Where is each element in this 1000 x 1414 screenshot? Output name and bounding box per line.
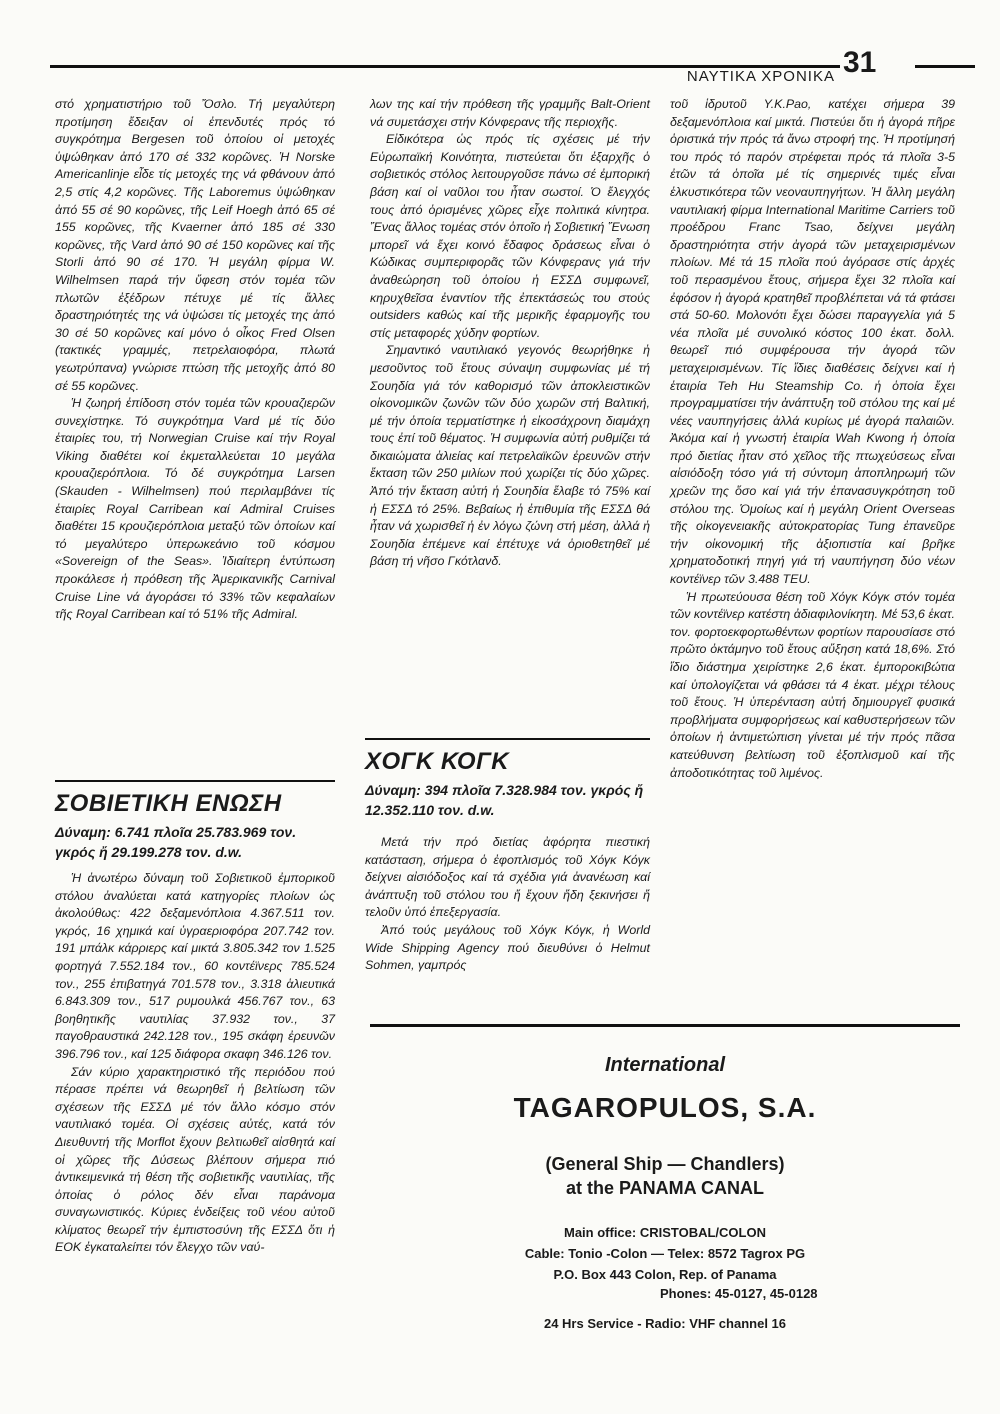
ad-services: (General Ship — Chandlers)	[545, 1154, 785, 1174]
ad-po-box: P.O. Box 443 Colon, Rep. of Panama	[553, 1267, 777, 1282]
paragraph: τοῦ ἱδρυτοῦ Υ.Κ.Pao, κατέχει σήμερα 39 δεξαμενόπλοια καί μικτά. Πιστεύει ὅτι ἡ ἀγορά πῆρε ὁριστικά τήν πρός τά ἄνω στροφή της. Ἡ προτίμησή του πρός τό παρόν στρέφεται πρός τά πλοῖα 3-5 ἐτῶν τά ὁποῖα μέ τίς σημερινές τιμές εἶναι ἑλκυστικότερα τῶν νεοναυπηγήτων. Ἡ ἄλλη μεγάλη ναυτιλιακή φίρμα International Maritime Carriers τοῦ προέδρου Franc Tsao, δείχνει μεγάλη δραστηριότητα στήν ἀγορά τῶν μεταχειρισμένων πλοίων. Μέ τά 15 πλοῖα πού ἀγόρασε στίς ἀρχές τοῦ περασμένου ἔτους, σήμερα ἔχει 32 πλοῖα καί ἐφόσον ἡ ἀγορά κρατηθεῖ προβλέπεται νά τά φτάσει στά 50-60. Μολονότι ἔχει δώσει παραγγελία γιά 5 νέα πλοῖα μέ συνολικό κόστος 100 ἑκατ. δολλ. θεωρεῖ πιό συμφέρουσα τήν ἀγορά τῶν μεταχειρισμένων. Τίς ἴδιες διαθέσεις δείχνει καί ἡ ἑταιρία Teh Hu Steamship Co. ἡ ὁποία ἔχει προγραμματίσει τήν ἀνάπτυξη τοῦ στόλου της καί μέ νέες ναυπηγήσεις ἀλλά κυρίως μέ ἀγορά παλαιῶν. Ἀκόμα καί ἡ γνωστή ἑταιρία Wah Kwong ἡ ὁποία πρό διετίας ἦταν στό χεῖλος τῆς πτωχεύσεως εἶναι αἰσιόδοξη τόσο γιά τή σύντομη ἀποπληρωμή τῶν χρεῶν της ὅσο καί γιά τήν ἐπανασυγκρότηση τοῦ στόλου της. Ὁμοίως καί ἡ μεγάλη Orient Overseas τῆς οἰκογενειακῆς αὐτοκρατορίας Tung ἐπανεῦρε τήν οἰκονομική τῆς ἀξιοπιστία καί βρῆκε χρηματοδοτική πηγή γιά τή ναυπήγηση δύο νέων κοντέϊνερ τῶν 3.488 TEU.	[670, 97, 955, 587]
paragraph: Ἀπό τούς μεγάλους τοῦ Χόγκ Κόγκ, ἡ World Wide Shipping Agency πού διευθύνει ὁ Helmut Sohmen, γαμπρός	[365, 922, 650, 973]
page-number: 31	[843, 46, 877, 79]
column-3	[670, 96, 955, 782]
paragraph: Εἰδικότερα ὡς πρός τίς σχέσεις μέ τήν Εὐρωπαϊκή Κοινότητα, πιστεύεται ὅτι ἐξαρχῆς ὁ σοβιετικός στόλος λειτουργοῦσε πάνω σέ ἐμπορική βάση καί οἱ ναῦλοι του ἦταν σωστοί. Ὁ ἔλεγχός τους ἀπό ὁρισμένες χῶρες εἶχε πολιτικά κίνητρα. Ἕνας ἄλλος τομέας στόν ὁποῖο ἡ Σοβιετική Ἕνωση μπορεῖ νά ἔχει κοινό ἔδαφος δράσεως εἶναι ὁ Κώδικας συμπεριφορᾶς τῶν Κόνφερανς γιά τήν ἀναθεώρηση τοῦ ὁποίου ἡ ΕΣΣΔ συμφωνεῖ, κηρυχθεῖσα ἐναντίον τῆς ἐπεκτάσεώς του στούς outsiders καθώς καί τῆς μερικῆς ἐφαρμογῆς του στίς μεταφορές χύδην φορτίων.	[370, 132, 650, 340]
section-soviet-union	[55, 780, 335, 1257]
magazine-title: ΝΑΥΤΙΚΑ ΧΡΟΝΙΚΑ	[686, 68, 835, 85]
ad-phones: Phones: 45-0127, 45-0128	[660, 1286, 818, 1301]
column-2	[370, 96, 650, 571]
page-header	[50, 40, 975, 90]
section-hong-kong	[365, 738, 650, 975]
advertisement-tagaropulos	[370, 1024, 960, 1384]
ad-company-name: TAGAROPULOS, S.A.	[513, 1092, 817, 1123]
paragraph: στό χρηματιστήριο τοῦ Ὄσλο. Τή μεγαλύτερη προτίμηση ἔδειξαν οἱ ἐπενδυτές πρός τό συγκρότημα Bergesen τοῦ ὁποίου οἱ μετοχές ὑψώθηκαν ἀπό 170 σέ 332 κορῶνες. Ἡ Norske Americanlinje εἶδε τίς μετοχές της νά φθάνουν ἀπό 2,5 στίς 4,2 κορῶνες. Τῆς Laboremus ὑψώθηκαν ἀπό 55 σέ 90 κορῶνες, τῆς Leif Hoegh ἀπό 65 σέ 155 κορῶνες, τῆς Kvaerner ἀπό 185 σέ 330 κορῶνες, τῆς Vard ἀπό 90 σέ 150 κορῶνες καί τῆς Storli ἀπό 90 σέ 170. Ἡ μεγάλη φίρμα W. Wilhelmsen παρά τήν ὕφεση στόν τομέα τῶν πλωτῶν ἐξέδρων πέτυχε μέ τίς ἄλλες δραστηριότητές της νά ὑψώσει τίς μετοχές της ἀπό 30 σέ 50 κορῶνες καί μόνο ὁ οἶκος Fred Olsen (τακτικές γραμμές, πετρελαιοφόρα, πλωτά γεωτρύπανα) γνώρισε πτώση τῆς μετοχῆς ἀπό 80 σέ 55 κορῶνες.	[55, 97, 335, 393]
ad-rule	[370, 1024, 960, 1027]
fleet-stats: Δύναμη: 6.741 πλοῖα 25.783.969 τον. γκρός ἤ 29.199.278 τον. d.w.	[55, 824, 297, 860]
column-1	[55, 96, 335, 624]
section-title: ΧΟΓΚ ΚΟΓΚ	[365, 748, 510, 775]
ad-main-office: Main office: CRISTOBAL/COLON	[564, 1225, 766, 1240]
ad-cable-telex: Cable: Tonio -Colon — Telex: 8572 Tagrox PG	[524, 1246, 806, 1261]
ad-contact	[370, 1222, 960, 1285]
ad-line-international: International	[604, 1054, 725, 1076]
paragraph: Μετά τήν πρό διετίας ἀφόρητα πιεστική κατάσταση, σήμερα ὁ ἐφοπλισμός τοῦ Χόγκ Κόγκ δείχνει αἰσιόδοξος καί τά σχέδια γιά ἀνανέωση καί ἀνάπτυξη τοῦ στόλου του ἤ ἔχουν ἤδη ξεκινήσει ἤ τελοῦν ὑπό ἐπεξεργασία.	[365, 835, 650, 920]
paragraph: Σάν κύριο χαρακτηριστικό τῆς περιόδου πού πέρασε πρέπει νά θεωρηθεῖ ἡ βελτίωση τῶν σχέσεων τῆς ΕΣΣΔ μέ τόν ἄλλο κόσμο στόν ναυτιλιακό τομέα. Οἱ σχέσεις αὐτές, κατά τόν Διευθυντή τῆς Morflot ἔχουν βελτιωθεῖ αἰσθητά καί οἱ χῶρες τῆς Δύσεως βλέπουν σήμερα πιό ἀντικειμενικά τή θέση τῆς σοβιετικῆς ναυτιλίας, τῆς ὁποίας ὁ ρόλος δέν εἶναι παράνομα συναγωνιστικός. Κύριες ἐνδείξεις τοῦ νέου αὐτοῦ κλίματος θεωρεῖ τήν ἐμπιστοσύνη τῆς ΕΣΣΔ ὅτι ἡ ΕΟΚ ἐγκαταλείπει τόν ἔλεγχο τῶν ναύ-	[55, 1064, 335, 1255]
section-rule	[55, 780, 335, 782]
ad-location: at the PANAMA CANAL	[566, 1178, 764, 1198]
paragraph: Ἡ πρωτεύουσα θέση τοῦ Χόγκ Κόγκ στόν τομέα τῶν κοντέϊνερ κατέστη ἀδιαφιλονίκητη. Μέ 53,6 ἑκατ. τον. φορτοεκφορτωθέντων φορτίων παρουσίασε στό πρῶτο ὀκτάμηνο τοῦ ἔτους αὔξηση κατά 18,6%. Στό ἴδιο διάστημα χειρίστηκε 2,6 ἑκατ. ἐμποροκιβώτια καί ὑπολογίζεται νά φθάσει τά 4 ἑκατ. μέχρι τέλους τοῦ ἔτους. Ἡ ὑπερένταση αὐτή δημιουργεῖ φυσικά προβλήματα συμφορήσεως καί καθυστερήσεων τῶν ὁποίων ἡ ἀντιμετώπιση γίνεται μέ τήν πρός πᾶσα κατεύθυνση βελτίωση τοῦ ἐξοπλισμοῦ καί τῆς ἀποδοτικότητας τοῦ λιμένος.	[670, 589, 955, 780]
paragraph: λων της καί τήν πρόθεση τῆς γραμμῆς Balt-Orient νά συμετάσχει στήν Κόνφερανς τῆς περιοχῆς.	[370, 97, 650, 129]
header-rule-right	[915, 65, 975, 68]
paragraph: Σημαντικό ναυτιλιακό γεγονός θεωρήθηκε ἡ μεσοῦντος τοῦ ἔτους σύναψη συμφωνίας μέ τή Σουηδία γιά τόν καθορισμό τῶν ἀποκλειστικῶν οἰκονομικῶν ζωνῶν τῶν δύο χωρῶν στή Βαλτική, μέ τήν ὁποία τερματίστηκε ἡ εἰκοσάχρονη διαμάχη τους ἐπί τοῦ θέματος. Ἡ συμφωνία αὐτή ρυθμίζει τά δικαιώματα ἁλιείας καί πετρελαϊκῶν ἐρευνῶν στήν ἔκταση τῶν 250 μιλίων πού χωρίζει τίς δύο χῶρες. Ἀπό τήν ἔκταση αὐτή ἡ Σουηδία ἔλαβε τό 75% καί ἡ ΕΣΣΔ τό 25%. Βεβαίως ἡ ἐπιθυμία τῆς ΕΣΣΔ θά ἦταν νά χωρισθεῖ ἡ ἐν λόγω ζώνη στή μέση, ἀλλά ἡ Σουηδία ἐπέμενε καί ἐπέτυχε νά ὁριοθετηθεῖ μέ βάση τή νῆσο Γκότλανδ.	[370, 343, 650, 569]
fleet-stats: Δύναμη: 394 πλοῖα 7.328.984 τον. γκρός ἤ 12.352.110 τον. d.w.	[365, 782, 644, 818]
section-rule	[365, 738, 650, 740]
paragraph: Ἡ ζωηρή ἐπίδοση στόν τομέα τῶν κρουαζιερῶν συνεχίστηκε. Τό συγκρότημα Vard μέ τίς δύο ἑταιρίες του, τή Norwegian Cruise καί τήν Royal Viking διαθέτει κοί ἐκμεταλλεύεται 10 μεγάλα κρουαζιερόπλοια. Τό δέ συγκρότημα Larsen (Skauden - Wilhelmsen) πού περιλαμβάνει τίς ἑταιρίες Royal Carribean καί Admiral Cruises διαθέτει 15 κρουζιερόπλοια μεταξύ τῶν ὁποίων καί τό μεγαλύτερο ὑπερωκεάνιο τοῦ κόσμου «Sovereign of the Seas». Ἰδιαίτερη ἐντύπωση προκάλεσε ἡ πρόθεση τῆς Ἀμερικανικῆς Carnival Cruise Line νά ἀγοράσει τό 33% τῶν κεφαλαίων τῆς Royal Carribean καί τό 51% τῆς Admiral.	[55, 396, 335, 622]
section-title: ΣΟΒΙΕΤΙΚΗ ΕΝΩΣΗ	[55, 790, 282, 817]
ad-service: 24 Hrs Service - Radio: VHF channel 16	[543, 1316, 787, 1331]
paragraph: Ἡ ἀνωτέρω δύναμη τοῦ Σοβιετικοῦ ἐμπορικοῦ στόλου ἀναλύεται κατά κατηγορίες πλοίων ὡς ἀκολούθως: 422 δεξαμενόπλοια 4.367.511 τον. γκρός, 16 χημικά καί ὑγραεριοφόρα 207.742 τον. 191 μπάλκ κάρριερς καί μικτά 3.805.342 τον 1.525 φορτηγά 7.552.184 τον., 60 κοντέϊνερς 785.524 τον., 255 ἐπιβατηγά 701.578 τον., 3.318 ἁλιευτικά 6.843.309 τον., 517 ρυμουλκά 456.767 τον., 63 βοηθητικῆς ναυτιλίας 37.932 τον., 37 παγοθραυστικά 242.128 τον., 195 σκάφη ἐρευνῶν 396.796 τον., καί 125 διάφορα σκαφη 346.126 τον.	[55, 871, 335, 1061]
ad-tagline	[370, 1152, 960, 1200]
